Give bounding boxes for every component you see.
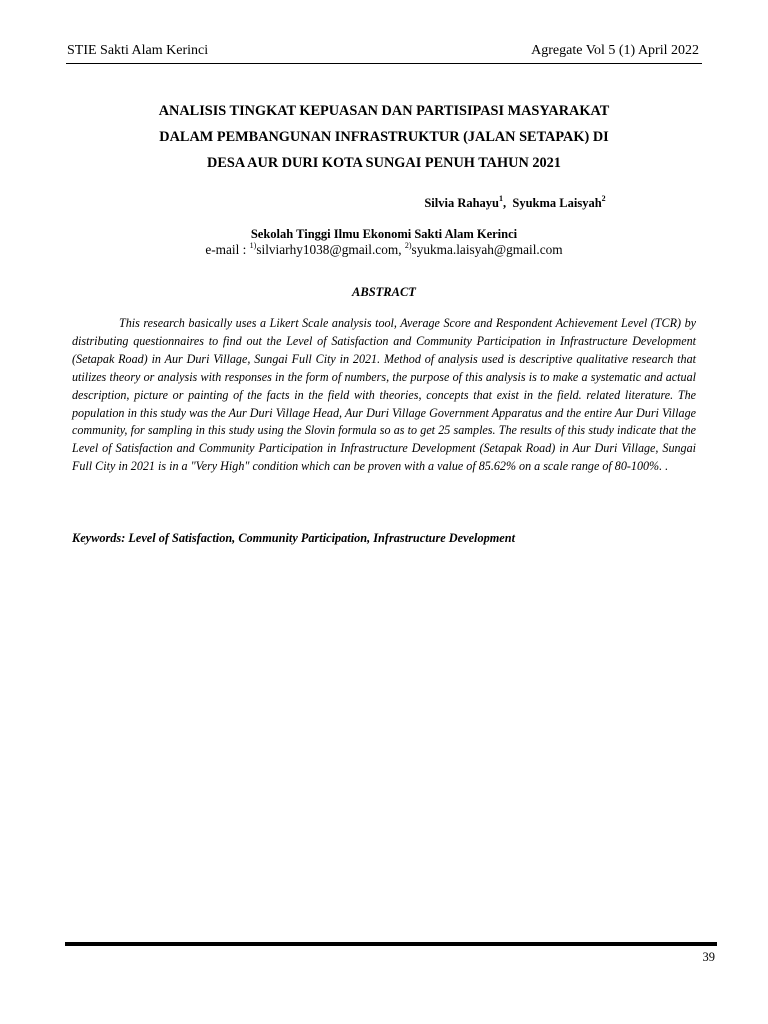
email-mark: 2) — [404, 241, 412, 250]
page-number: 39 — [702, 950, 715, 964]
header-divider — [66, 63, 702, 64]
email-label: e-mail : — [205, 242, 247, 257]
email-mark: 1) — [249, 241, 257, 250]
author-separator: , — [503, 196, 507, 210]
journal-issue: Agregate Vol 5 (1) April 2022 — [531, 43, 699, 58]
keywords: Keywords: Level of Satisfaction, Community Participation, Infrastructure Development — [72, 531, 516, 545]
title-line: DESA AUR DURI KOTA SUNGAI PENUH TAHUN 2021 — [207, 155, 561, 171]
email-line — [66, 241, 702, 259]
author-list — [262, 194, 768, 212]
title-line: ANALISIS TINGKAT KEPUASAN DAN PARTISIPASI MASYARAKAT — [158, 103, 610, 119]
author-name: Syukma Laisyah — [512, 196, 602, 210]
paper-title — [66, 98, 702, 176]
email-address[interactable]: silviarhy1038@gmail.com, — [256, 242, 402, 257]
author-name: Silvia Rahayu — [424, 196, 500, 210]
abstract-text: This research basically uses a Likert Scale analysis tool, Average Score and Respondent Achievement Level (TCR) by distributing questionnaires to find out the Level of Satisfaction and Community Participation in Infrastructure Development (Setapak Road) in Aur Duri Village, Sungai Full City in 2021. Method of analysis used is descriptive qualitative research that utilizes theory or analysis with responses in the form of numbers, the purpose of this analysis is to make a systematic and actual description, picture or painting of the facts in the field with theories, concepts that exist in the field. related literature. The population in this study was the Aur Duri Village Head, Aur Duri Village Government Apparatus and the entire Aur Duri Village community, for sampling in this study using the Slovin formula so as to get 25 samples. The results of this study indicate that the Level of Satisfaction and Community Participation in Infrastructure Development (Setapak Road) in Aur Duri Village, Sungai Full City in 2021 is in a "Very High" condition which can be proven with a value of 85.62% on a scale range of 80-100%. . — [72, 316, 696, 474]
email-address[interactable]: syukma.laisyah@gmail.com — [411, 242, 563, 257]
running-header — [67, 43, 699, 63]
affiliation-mark: 2 — [601, 194, 606, 203]
affiliation-mark: 1 — [499, 194, 504, 203]
footer-divider — [65, 942, 717, 946]
affiliation: Sekolah Tinggi Ilmu Ekonomi Sakti Alam Kerinci — [250, 227, 518, 241]
abstract-heading: ABSTRACT — [352, 285, 416, 299]
journal-publisher: STIE Sakti Alam Kerinci — [67, 43, 209, 58]
title-line: DALAM PEMBANGUNAN INFRASTRUKTUR (JALAN SETAPAK) DI — [159, 129, 609, 145]
